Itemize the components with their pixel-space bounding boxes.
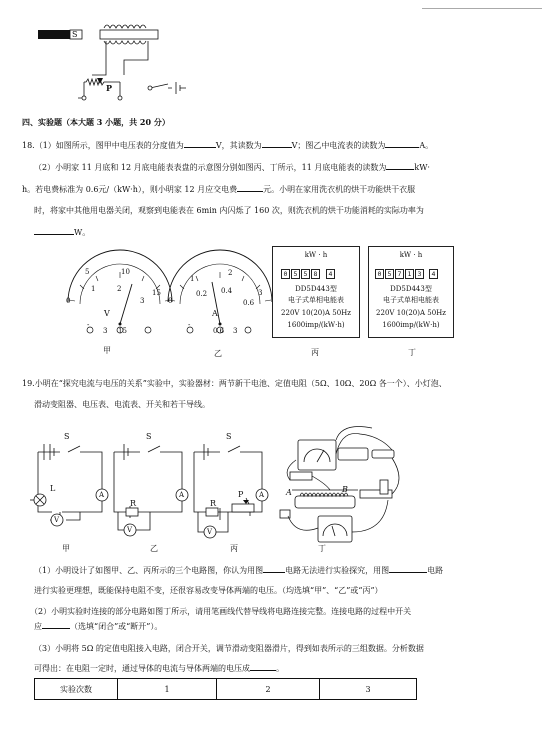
yi-ammeter-label: A: [179, 491, 185, 499]
digit: 7: [395, 269, 404, 279]
caption-circuit-yi: 乙: [150, 544, 158, 553]
table-row: [35, 679, 417, 700]
bing-resistor-label: R: [210, 499, 217, 508]
digit: 8: [311, 269, 320, 279]
caption-circuit-bing: 丙: [230, 544, 238, 553]
q19-sub3-line2: 可得出：在电阻一定时，通过导体的电流与导体两端的电压成 。: [34, 664, 284, 673]
meter-digits: [281, 269, 335, 279]
digit: 0: [281, 269, 290, 279]
v-tick-5: 5: [85, 268, 90, 276]
q18-line1: 18.（1）如图所示，图甲中电压表的分度值为 V，其读数为 V；图乙中电流表的读数为 A。: [22, 141, 434, 150]
bing-switch-label: S: [226, 432, 232, 441]
digit: 1: [405, 269, 414, 279]
meter-spec: 220V 10(20)A 50Hz: [376, 309, 446, 317]
jia-ammeter-label: A: [99, 491, 105, 499]
q19-line2: 滑动变阻器、电压表、电流表、开关和若干导线。: [34, 400, 210, 409]
digit: 3: [415, 269, 424, 279]
table-cell: 1: [118, 679, 217, 700]
a-symbol: A: [212, 309, 218, 318]
q19-sub2-line1: （2）小明实验时连接的部分电路如图丁所示，请用笔画线代替导线将电路连接完整。连接电路的过程中开关: [30, 607, 412, 616]
q18-line4: 时，将家中其他用电器关闭，观察到电能表在 6min 内闪烁了 160 次，则洗衣机的烘干功能消耗的实际功率为: [34, 206, 424, 215]
yi-voltmeter-label: V: [127, 526, 133, 534]
bing-voltmeter-label: V: [207, 528, 213, 536]
v-tick-15: 15: [152, 289, 161, 297]
q19-line1: 19.小明在“探究电流与电压的关系”实验中，实验器材：两节新干电池、定值电阻（5Ω、10Ω、20Ω 各一个）、小灯泡、: [22, 379, 447, 388]
a-sub-tick-02: 0.2: [196, 290, 208, 298]
v-sub-tick-1: 1: [91, 285, 96, 293]
top-electromagnet-figure: [0, 0, 542, 110]
caption-circuit-ding: 丁: [318, 544, 326, 553]
q18-line3: h。若电费标准为 0.6元/（kW·h），则小明家 12 月应交电费 元。小明在家用洗衣机的烘干功能烘干衣服: [22, 185, 416, 194]
a-sub-tick-04: 0.4: [221, 287, 233, 295]
digit-decimal: 4: [326, 269, 335, 279]
v-tick-0: 0: [66, 297, 71, 305]
a-terminal-06: 0.6: [213, 327, 225, 335]
meter-imp: 1600imp/(kW·h): [287, 321, 345, 329]
jia-lamp-label: L: [50, 484, 56, 493]
q19-sub1-line1: （1）小明设计了如图甲、乙、丙所示的三个电路图，你认为用图 电路无法进行实验探究，用图 电路: [34, 566, 444, 575]
bing-slider-label: P: [238, 490, 244, 499]
meter-imp: 1600imp/(kW·h): [382, 321, 440, 329]
v-symbol: V: [104, 309, 110, 318]
q19-sub1-line2: 进行实验更理想，既能保持电阻不变，还很容易改变导体两端的电压。（均选填“甲”、“乙”或“丙”）: [34, 586, 383, 595]
ding-label-a: A: [286, 488, 292, 497]
meter-spec: 220V 10(20)A 50Hz: [281, 309, 351, 317]
v-tick-10: 10: [121, 268, 130, 276]
experiment-table: [34, 678, 417, 700]
energy-meter-ding: [368, 246, 454, 338]
yi-resistor-label: R: [130, 499, 137, 508]
circuit-diagrams: [0, 420, 542, 560]
a-tick-0: 0: [168, 297, 173, 305]
q19-sub3-line1: （3）小明将 5Ω 的定值电阻接入电路，闭合开关，调节滑动变阻器滑片，得到如表所示的三组数据。分析数据: [34, 644, 424, 653]
table-cell: 3: [320, 679, 417, 700]
caption-bing: 丙: [311, 348, 319, 357]
caption-ding: 丁: [408, 348, 416, 357]
meter-name: 电子式单相电能表: [383, 296, 439, 304]
digit: 0: [375, 269, 384, 279]
yi-switch-label: S: [146, 432, 152, 441]
meter-digits: [375, 269, 438, 279]
a-sub-tick-06: 0.6: [243, 299, 255, 307]
a-terminal-neg: -: [188, 321, 191, 329]
table-header-cell: 实验次数: [35, 679, 118, 700]
caption-circuit-jia: 甲: [62, 544, 70, 553]
q18-line2: （2）小明家 11 月底和 12 月底电能表表盘的示意图分别如图丙、丁所示，11 月底电能表的读数为 kW·: [34, 163, 430, 172]
v-terminal-neg: -: [87, 321, 90, 329]
a-tick-2: 2: [228, 269, 233, 277]
energy-meter-bing: [272, 246, 360, 338]
digit: 5: [385, 269, 394, 279]
meter-name: 电子式单相电能表: [288, 296, 344, 304]
a-terminal-3: 3: [233, 327, 238, 335]
caption-jia: 甲: [103, 346, 111, 355]
jia-switch-label: S: [64, 432, 70, 441]
q19-sub2-line2: 应 （选填“闭合”或“断开”）。: [34, 622, 163, 631]
a-tick-1: 1: [190, 275, 195, 283]
meter-unit: kW · h: [399, 251, 423, 259]
digit: 5: [291, 269, 300, 279]
switch-label: S: [72, 30, 78, 39]
caption-yi: 乙: [214, 349, 222, 358]
meter-model: DD5D443型: [295, 285, 337, 293]
v-terminal-15: 15: [118, 327, 127, 335]
v-sub-tick-2: 2: [117, 285, 122, 293]
bing-ammeter-label: A: [259, 491, 265, 499]
meter-unit: kW · h: [304, 251, 328, 259]
slider-label: P: [106, 83, 113, 93]
digit: 5: [301, 269, 310, 279]
q18-line5: W。: [34, 226, 90, 238]
ding-label-b: B: [342, 485, 348, 494]
jia-voltmeter-label: V: [54, 516, 60, 524]
table-cell: 2: [217, 679, 320, 700]
v-sub-tick-3: 3: [140, 297, 145, 305]
section-title: 四、实验题（本大题 3 小题，共 20 分）: [22, 117, 170, 127]
digit-decimal: 4: [429, 269, 438, 279]
a-tick-3: 3: [258, 289, 263, 297]
meter-model: DD5D443型: [390, 285, 432, 293]
v-terminal-3: 3: [103, 327, 108, 335]
